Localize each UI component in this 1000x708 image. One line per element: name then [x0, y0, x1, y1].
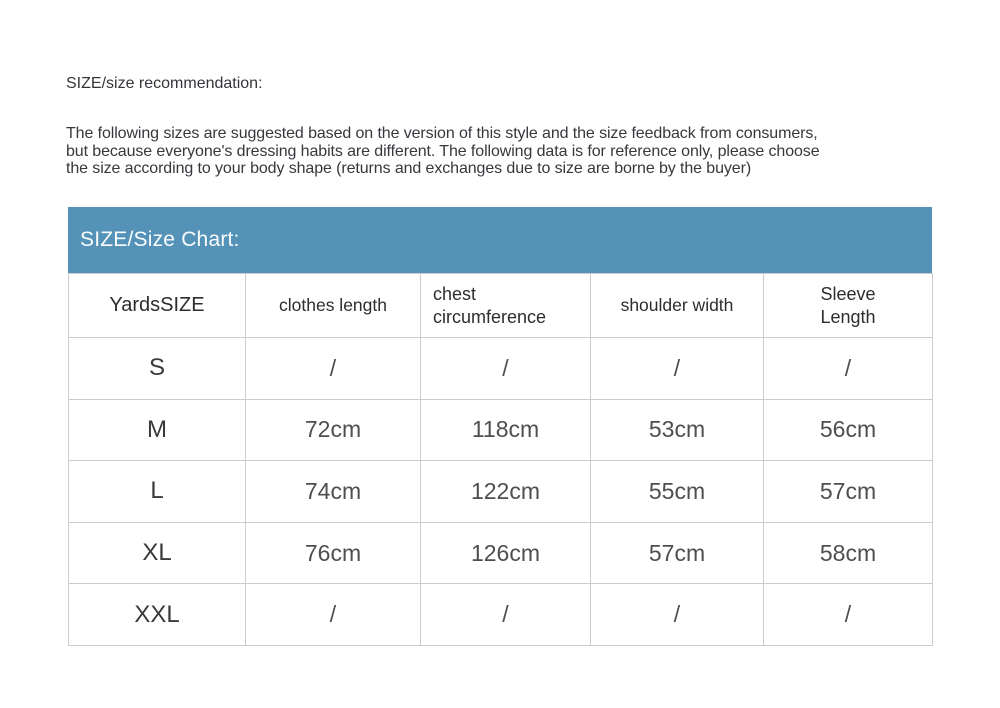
column-header-shoulder-width: shoulder width: [591, 274, 764, 338]
size-chart-section: [68, 207, 932, 646]
size-label: XL: [69, 522, 246, 584]
table-header-row: [69, 274, 933, 338]
column-header-sleeve-length: Sleeve Length: [764, 274, 933, 338]
chest-circumference-value: 126cm: [421, 522, 591, 584]
size-label: XXL: [69, 584, 246, 646]
sleeve-length-value: 56cm: [764, 399, 933, 461]
table-row-s: [69, 338, 933, 400]
clothes-length-value: /: [246, 584, 421, 646]
table-row-l: [69, 461, 933, 523]
sleeve-length-value: /: [764, 338, 933, 400]
size-recommendation-text: The following sizes are suggested based on the version of this style and the size feedback from consumers, but because everyone's dressing habits are different. The following data is for reference only, please choose the size according to your body shape (returns and exchanges due to size are borne by the buyer): [66, 125, 820, 177]
table-row-xxl: [69, 584, 933, 646]
column-header-chest-circumference: chest circumference: [421, 274, 591, 338]
shoulder-width-value: /: [591, 584, 764, 646]
page-title: SIZE/size recommendation:: [66, 75, 263, 92]
table-row-xl: [69, 522, 933, 584]
shoulder-width-value: 57cm: [591, 522, 764, 584]
sleeve-length-value: /: [764, 584, 933, 646]
table-row-m: [69, 399, 933, 461]
size-chart-title: SIZE/Size Chart:: [80, 228, 240, 251]
chest-circumference-value: 122cm: [421, 461, 591, 523]
chest-circumference-value: /: [421, 584, 591, 646]
size-label: L: [69, 461, 246, 523]
clothes-length-value: 74cm: [246, 461, 421, 523]
size-label: S: [69, 338, 246, 400]
chest-circumference-value: /: [421, 338, 591, 400]
clothes-length-value: 72cm: [246, 399, 421, 461]
size-chart-table: [68, 273, 933, 646]
chest-circumference-value: 118cm: [421, 399, 591, 461]
sleeve-length-value: 58cm: [764, 522, 933, 584]
sleeve-length-value: 57cm: [764, 461, 933, 523]
size-chart-header-bar: [68, 207, 932, 273]
shoulder-width-value: 55cm: [591, 461, 764, 523]
shoulder-width-value: /: [591, 338, 764, 400]
column-header-yards-size: YardsSIZE: [69, 274, 246, 338]
clothes-length-value: /: [246, 338, 421, 400]
clothes-length-value: 76cm: [246, 522, 421, 584]
column-header-clothes-length: clothes length: [246, 274, 421, 338]
shoulder-width-value: 53cm: [591, 399, 764, 461]
size-label: M: [69, 399, 246, 461]
